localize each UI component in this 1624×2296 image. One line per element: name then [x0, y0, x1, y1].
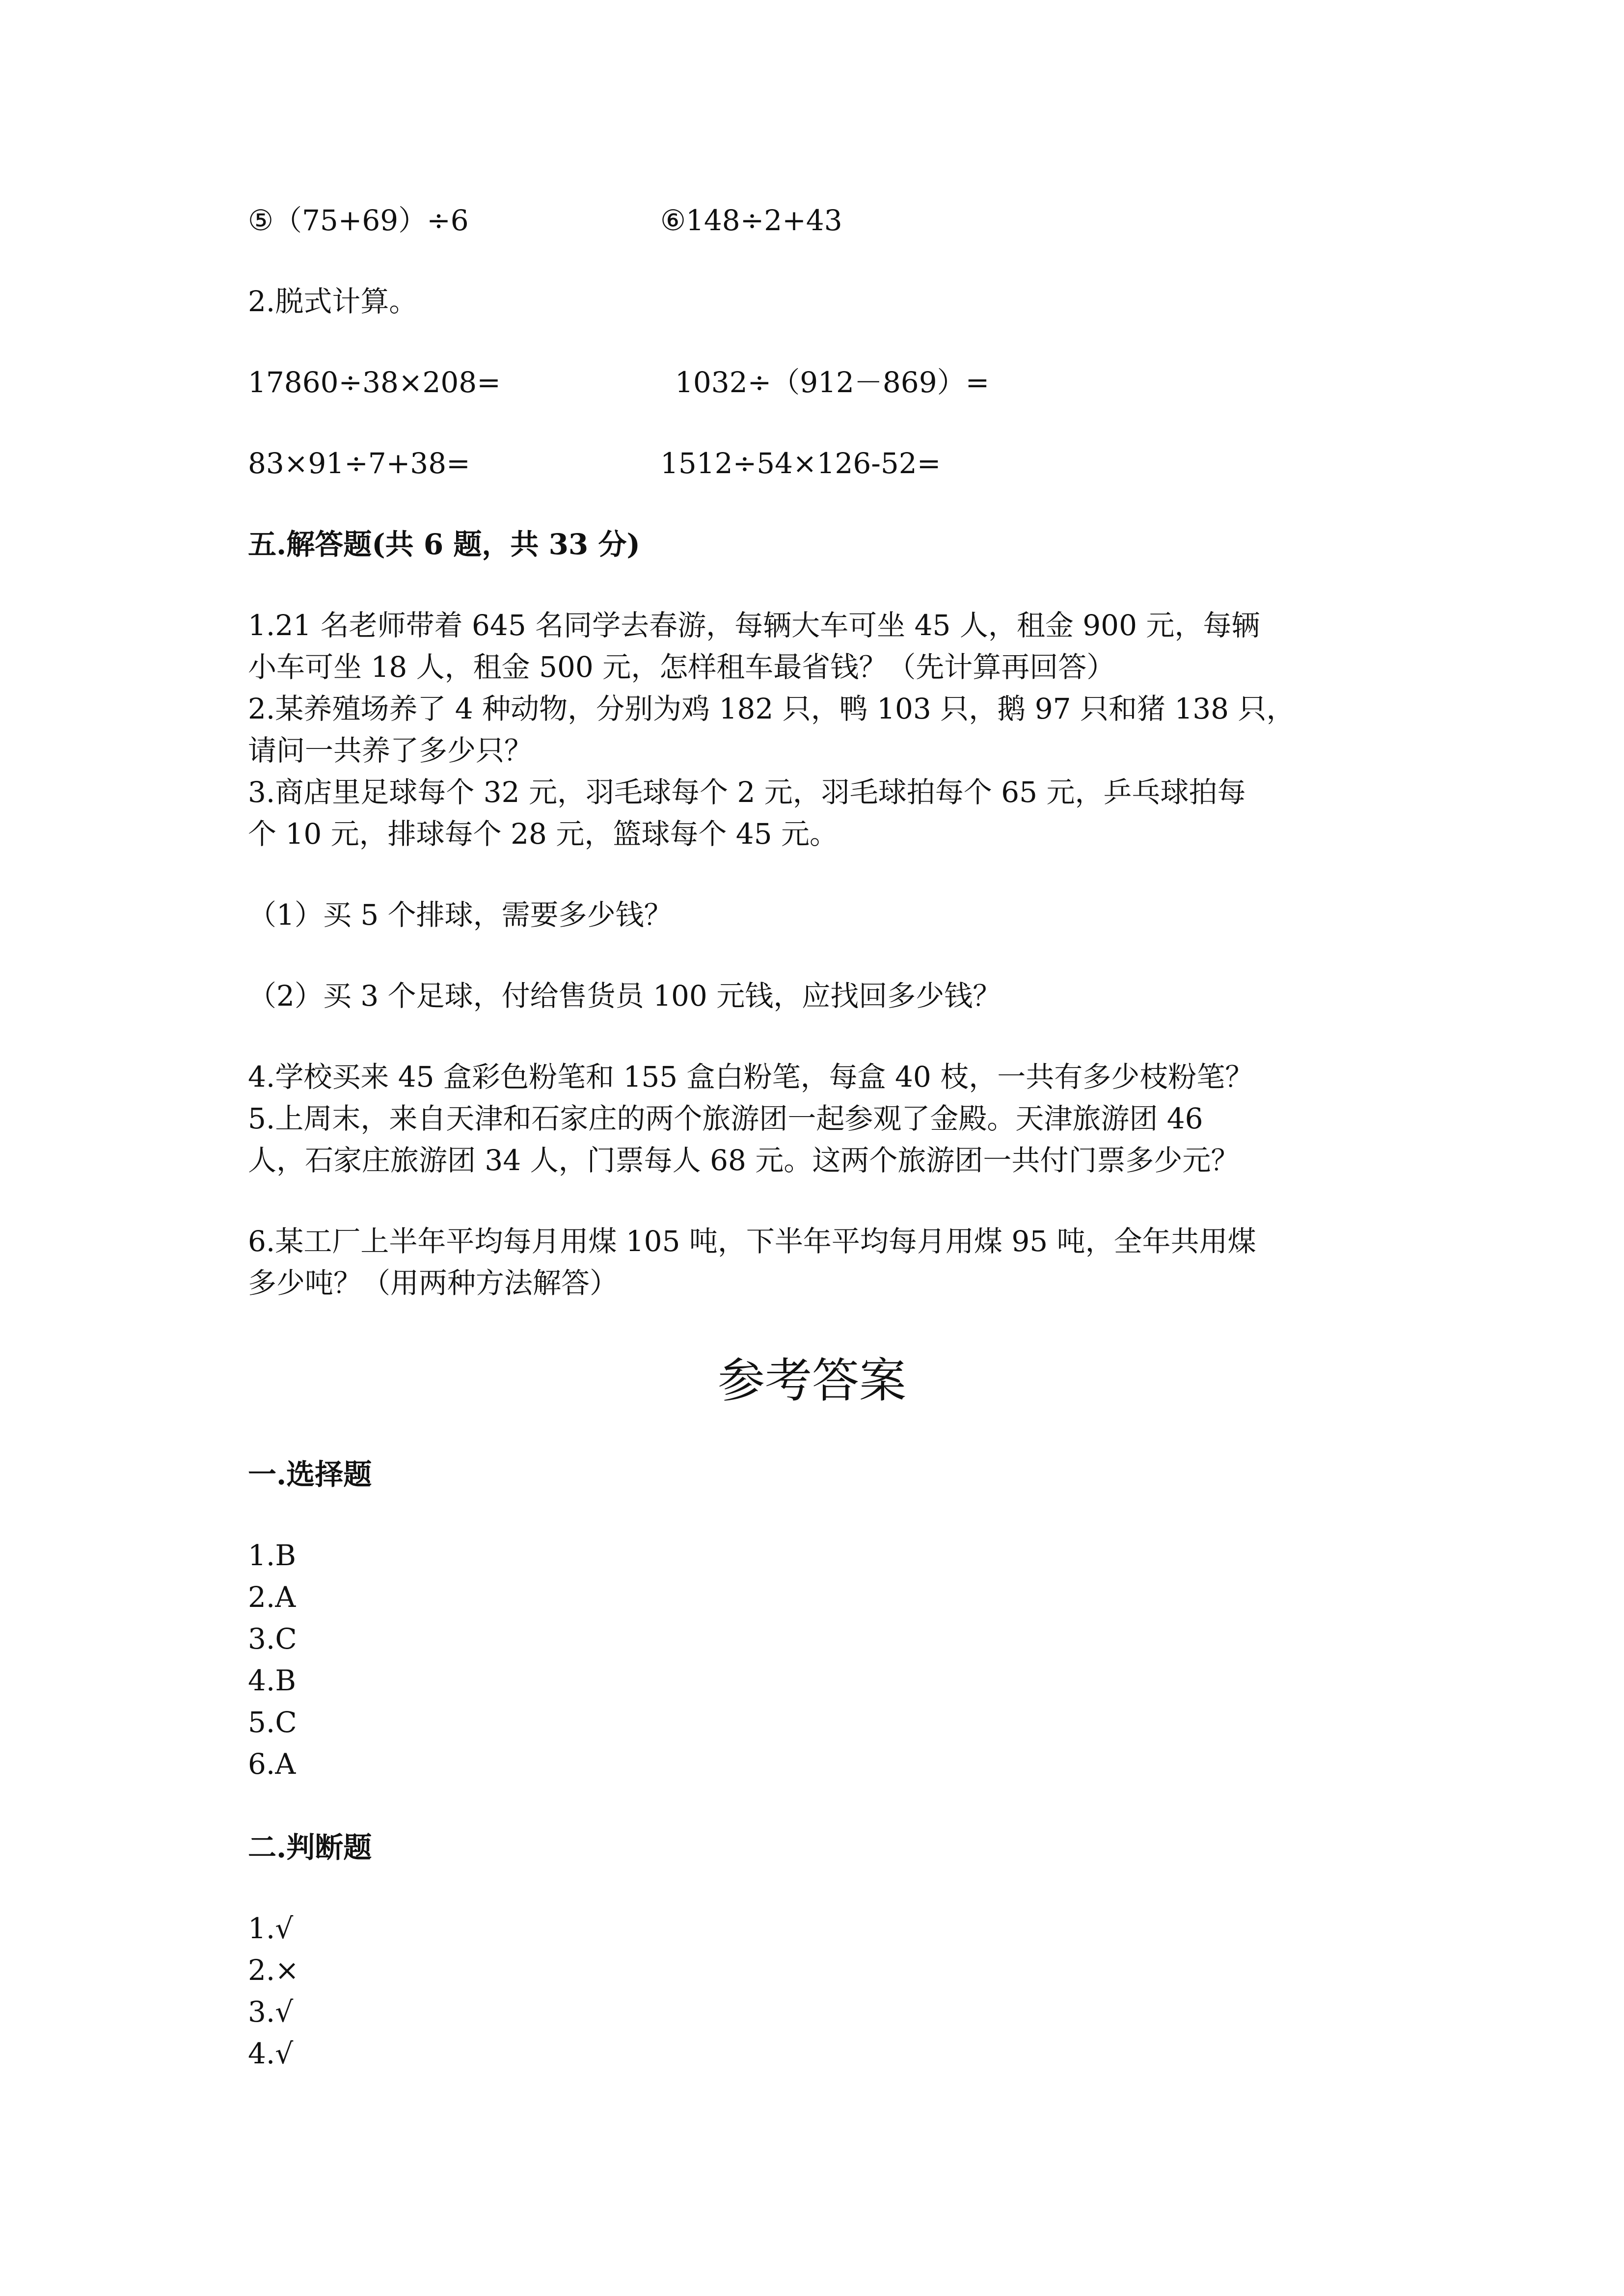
question-3-line-1: 3.商店里足球每个 32 元，羽毛球每个 2 元，羽毛球拍每个 65 元，乒乓球拍每	[248, 775, 1246, 809]
question-2-line-1: 2.某养殖场养了 4 种动物，分别为鸡 182 只，鸭 103 只，鹅 97 只和猪 138 只，	[248, 692, 1295, 725]
choice-answer: 1.B	[248, 1539, 296, 1572]
judge-answer: 3.√	[248, 1995, 294, 2029]
question-1-line-1: 1.21 名老师带着 645 名同学去春游，每辆大车可坐 45 人，租金 900 元，每辆	[248, 609, 1260, 642]
choice-answer: 2.A	[248, 1580, 296, 1614]
judge-answer: 2.×	[248, 1953, 299, 1987]
tuoshi-heading: 2.脱式计算。	[248, 285, 418, 318]
question-5-line-1: 5.上周末，来自天津和石家庄的两个旅游团一起参观了金殿。天津旅游团 46	[248, 1102, 1203, 1135]
question-6-line-2: 多少吨？（用两种方法解答）	[248, 1266, 619, 1300]
answers-title: 参考答案	[718, 1353, 906, 1408]
question-6-line-1: 6.某工厂上半年平均每月用煤 105 吨，下半年平均每月用煤 95 吨，全年共用煤	[248, 1225, 1256, 1258]
choice-answer: 3.C	[248, 1622, 297, 1655]
question-4-line-1: 4.学校买来 45 盒彩色粉笔和 155 盒白粉笔，每盒 40 枝，一共有多少枝粉笔？	[248, 1060, 1254, 1094]
judge-heading: 二.判断题	[248, 1831, 372, 1864]
tuoshi-expr-1: 17860÷38×208=	[248, 366, 501, 399]
question-3-line-2: 个 10 元，排球每个 28 元，篮球每个 45 元。	[248, 817, 839, 851]
choice-answer: 5.C	[248, 1706, 297, 1739]
question-2-line-2: 请问一共养了多少只？	[248, 734, 533, 767]
choice-answer: 6.A	[248, 1747, 296, 1781]
choice-answer: 4.B	[248, 1664, 296, 1697]
question-5-line-2: 人，石家庄旅游团 34 人，门票每人 68 元。这两个旅游团一共付门票多少元？	[248, 1144, 1240, 1177]
section-five-heading: 五.解答题(共 6 题，共 33 分)	[248, 528, 640, 561]
judge-answer: 1.√	[248, 1912, 294, 1945]
question-3-sub-1: （1）买 5 个排球，需要多少钱？	[248, 898, 673, 932]
choice-heading: 一.选择题	[248, 1458, 372, 1491]
judge-answer: 4.√	[248, 2037, 294, 2070]
calc-item-5: ⑤（75+69）÷6	[248, 204, 469, 237]
tuoshi-expr-2: 1032÷（912－869）=	[675, 366, 990, 399]
question-3-sub-2: （2）买 3 个足球，付给售货员 100 元钱，应找回多少钱？	[248, 979, 1001, 1013]
question-1-line-2: 小车可坐 18 人，租金 500 元，怎样租车最省钱？（先计算再回答）	[248, 650, 1115, 684]
calc-item-6: ⑥148÷2+43	[660, 204, 842, 237]
tuoshi-expr-3: 83×91÷7+38=	[248, 447, 470, 480]
tuoshi-expr-4: 1512÷54×126-52=	[660, 447, 941, 480]
